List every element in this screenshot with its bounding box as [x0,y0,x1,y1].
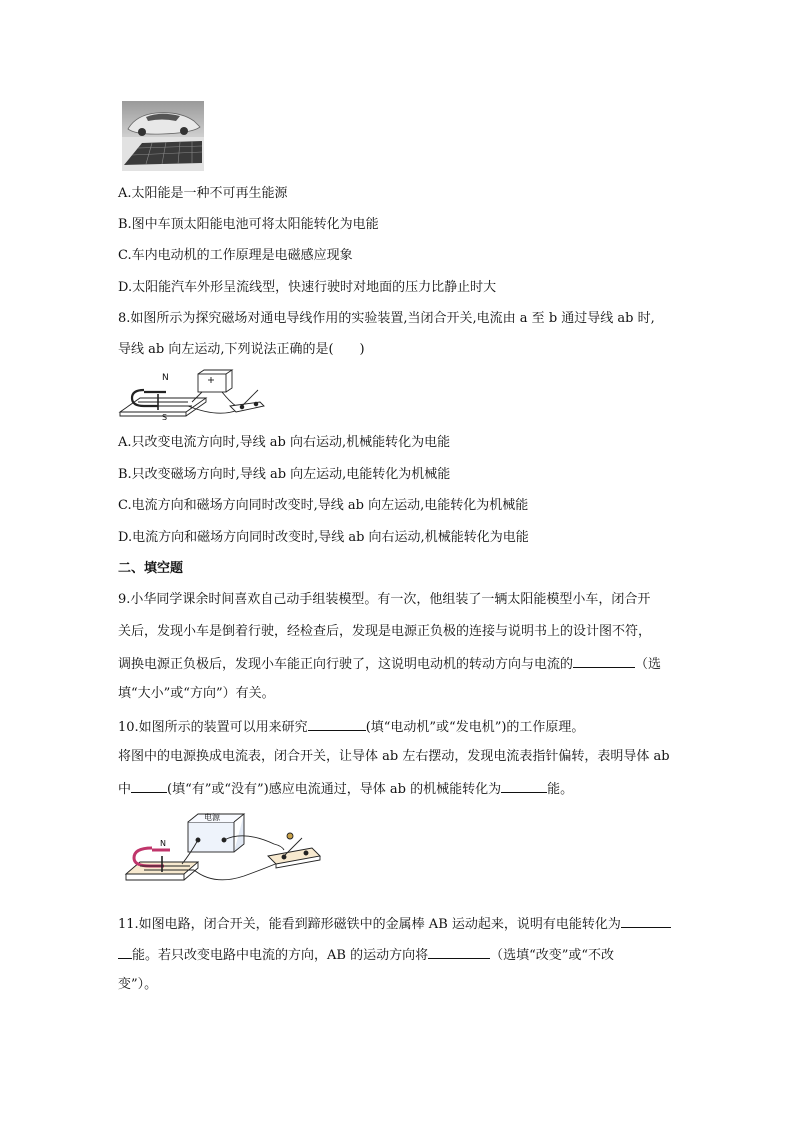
q11-line3: 变”）。 [118,977,158,992]
q8-apparatus-figure [118,368,268,422]
q10-apparatus-figure [124,806,324,884]
q8-option-c: C.电流方向和磁场方向同时改变时,导线 ab 向左运动,电能转化为机械能 [118,498,529,513]
q8-stem-line1: 8.如图所示为探究磁场对通电导线作用的实验装置,当闭合开关,电流由 a 至 b 通过导线 ab 时, [118,311,655,326]
q9-line3-text: 调换电源正负极后，发现小车能正向行驶了，这说明电动机的转动方向与电流的 [118,657,574,672]
q7-option-c: C.车内电动机的工作原理是电磁感应现象 [118,248,353,263]
q7-option-a: A.太阳能是一种不可再生能源 [118,186,288,201]
q11-line2-tail: （选填“改变”或“不改 [490,948,615,963]
q10-answer-blank-1[interactable] [308,717,366,731]
q11-answer-blank-2[interactable] [428,945,490,959]
q8-option-d: D.电流方向和磁场方向同时改变时,导线 ab 向右运动,机械能转化为电能 [118,530,529,545]
q9-line1: 9.小华同学课余时间喜欢自己动手组装模型。有一次，他组装了一辆太阳能模型小车，闭合开 [118,592,651,607]
q9-line4: 填“大小”或“方向”）有关。 [118,686,275,701]
q9-line3 [118,654,661,674]
q10-line3 [118,779,573,799]
q11-line2 [118,945,614,965]
q10-figure-label-n: N [160,839,166,848]
q8-stem-line2: 导线 ab 向左运动,下列说法正确的是( ) [118,342,365,357]
q10-line2: 将图中的电源换成电流表，闭合开关，让导体 ab 左右摆动，发现电流表指针偏转，表明导体 ab [118,749,670,764]
q10-line1-text: 10.如图所示的装置可以用来研究 [118,720,308,735]
q10-line1-tail: (填“电动机”或“发电机”)的工作原理。 [365,720,585,735]
section-title-fill-in: 二、填空题 [118,561,184,576]
q7-option-d: D.太阳能汽车外形呈流线型，快速行驶时对地面的压力比静止时大 [118,280,497,295]
q9-line2: 关后，发现小车是倒着行驶，经检查后，发现是电源正负极的连接与说明书上的设计图不符， [118,624,652,639]
q10-answer-blank-2[interactable] [131,779,167,793]
solar-car-image [122,101,204,171]
q11-line1-text: 11.如图电路，闭合开关，能看到蹄形磁铁中的金属棒 AB 运动起来，说明有电能转化为 [118,917,621,932]
q10-line3-text-c: 能。 [547,782,574,797]
q9-line3-tail: （选 [635,657,662,672]
q10-answer-blank-3[interactable] [501,779,547,793]
q10-figure-label-power: 电源 [204,813,220,822]
q11-line1 [118,914,671,934]
q8-option-b: B.只改变磁场方向时,导线 ab 向左运动,电能转化为机械能 [118,467,451,482]
q8-figure-label-s: S [162,413,168,422]
q8-figure-label-n: N [162,373,169,383]
q11-answer-blank-1a[interactable] [621,914,671,928]
q9-answer-blank[interactable] [573,654,635,668]
q8-option-a: A.只改变电流方向时,导线 ab 向右运动,机械能转化为电能 [118,435,451,450]
q7-option-b: B.图中车顶太阳能电池可将太阳能转化为电能 [118,217,379,232]
q11-line2-text: 能。若只改变电路中电流的方向，AB 的运动方向将 [132,948,429,963]
q10-line3-text-b: (填“有”或“没有”)感应电流通过，导体 ab 的机械能转化为 [167,782,502,797]
q11-answer-blank-1b[interactable] [118,945,132,959]
q10-line1 [118,717,584,737]
q10-line3-text-a: 中 [118,782,132,797]
